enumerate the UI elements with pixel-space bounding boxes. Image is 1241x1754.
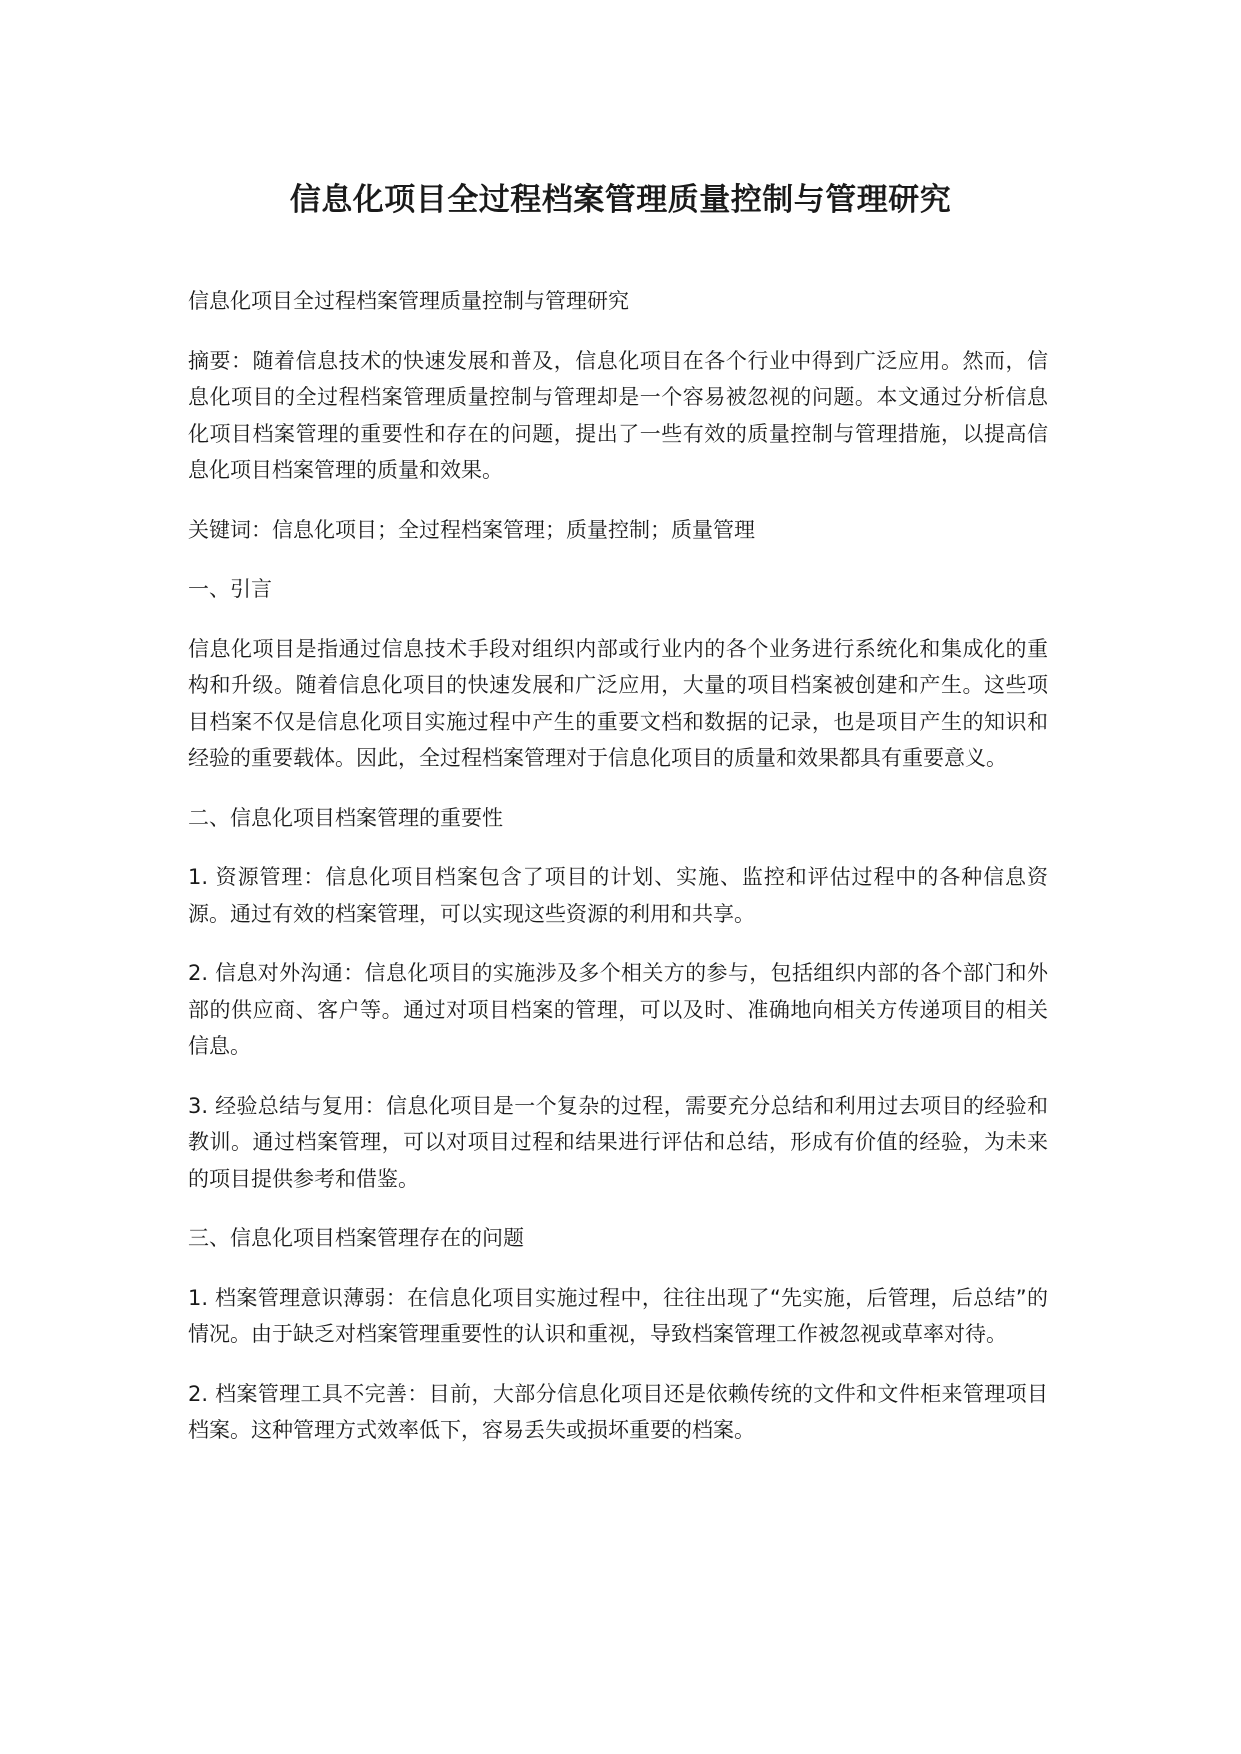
importance-item-2: 2. 信息对外沟通：信息化项目的实施涉及多个相关方的参与，包括组织内部的各个部门和外部的供应商、客户等。通过对项目档案的管理，可以及时、准确地向相关方传递项目的相关信息。 [188, 961, 1048, 1058]
importance-item-3: 3. 经验总结与复用：信息化项目是一个复杂的过程，需要充分总结和利用过去项目的经验和教训。通过档案管理，可以对项目过程和结果进行评估和总结，形成有价值的经验，为未来的项目提供参考和借鉴。 [188, 1093, 1048, 1191]
importance-item-1: 1. 资源管理：信息化项目档案包含了项目的计划、实施、监控和评估过程中的各种信息资源。通过有效的档案管理，可以实现这些资源的利用和共享。 [188, 865, 1048, 926]
document-title: 信息化项目全过程档案管理质量控制与管理研究 [289, 182, 952, 218]
document-body [188, 283, 1048, 1472]
problem-item-1: 1. 档案管理意识薄弱：在信息化项目实施过程中，往往出现了“先实施，后管理，后总结”的情况。由于缺乏对档案管理重要性的认识和重视，导致档案管理工作被忽视或草率对待。 [188, 1285, 1048, 1346]
section-heading-importance: 二、信息化项目档案管理的重要性 [188, 805, 503, 830]
section-heading-introduction: 一、引言 [188, 577, 272, 601]
introduction-paragraph: 信息化项目是指通过信息技术手段对组织内部或行业内的各个业务进行系统化和集成化的重构和升级。随着信息化项目的快速发展和广泛应用，大量的项目档案被创建和产生。这些项目档案不仅是信息化项目实施过程中产生的重要文档和数据的记录，也是项目产生的知识和经验的重要载体。因此，全过程档案管理对于信息化项目的质量和效果都具有重要意义。 [188, 636, 1048, 770]
problem-item-2: 2. 档案管理工具不完善：目前，大部分信息化项目还是依赖传统的文件和文件柜来管理项目档案。这种管理方式效率低下，容易丢失或损坏重要的档案。 [188, 1381, 1048, 1442]
section-heading-problems: 三、信息化项目档案管理存在的问题 [188, 1226, 524, 1250]
abstract-paragraph: 摘要：随着信息技术的快速发展和普及，信息化项目在各个行业中得到广泛应用。然而，信息化项目的全过程档案管理质量控制与管理却是一个容易被忽视的问题。本文通过分析信息化项目档案管理的重要性和存在的问题，提出了一些有效的质量控制与管理措施，以提高信息化项目档案管理的质量和效果。 [188, 348, 1048, 482]
subtitle-paragraph: 信息化项目全过程档案管理质量控制与管理研究 [188, 289, 629, 313]
keywords-paragraph: 关键词：信息化项目；全过程档案管理；质量控制；质量管理 [188, 517, 755, 542]
